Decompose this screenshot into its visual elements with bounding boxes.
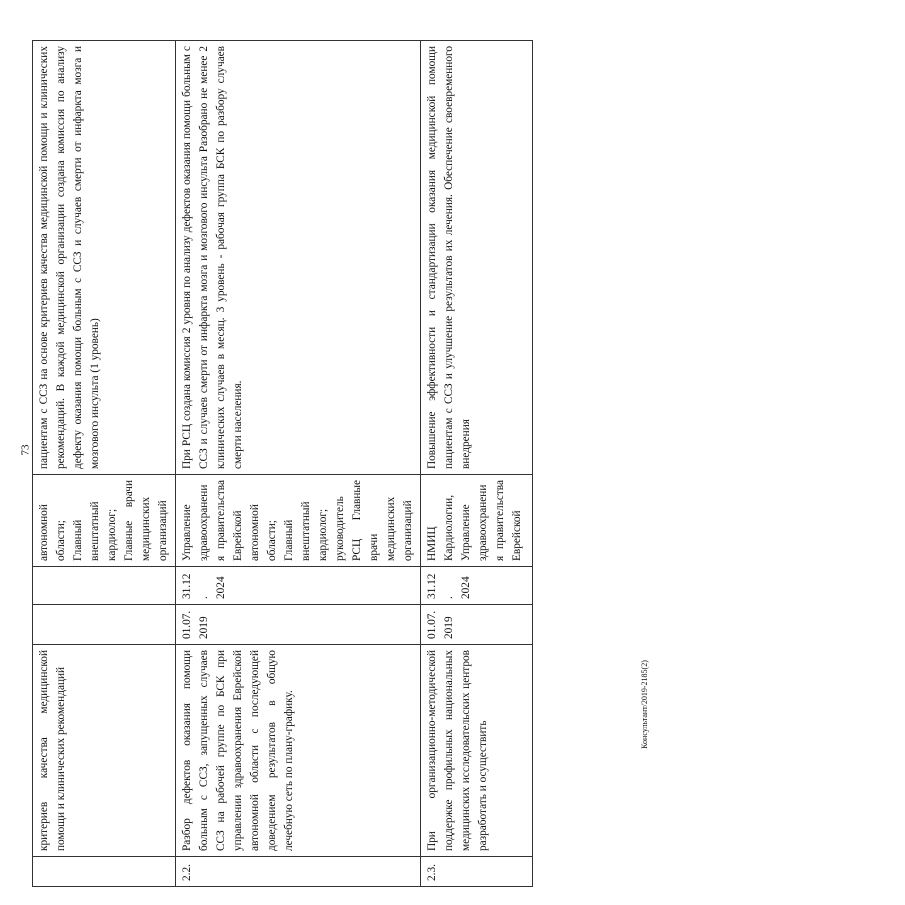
measure-name: При организационно-методической поддержке профильных национальных медицинских исследовательских центров разработать и осуществить bbox=[421, 645, 533, 857]
row-number: 2.2. bbox=[176, 857, 421, 887]
start-date: 01.07. 2019 bbox=[421, 605, 533, 645]
document-reference: Консультант/2019-2185(2) bbox=[639, 660, 649, 749]
row-number: 2.3. bbox=[421, 857, 533, 887]
measure-name: критериев качества медицинской помощи и клинических рекомендаций bbox=[33, 645, 176, 857]
table-row bbox=[176, 41, 421, 887]
responsible: автономной области; Главный внештатный кардиолог; Главные врачи медицинских организаций bbox=[33, 475, 176, 567]
table-row bbox=[33, 41, 176, 887]
start-date: 01.07. 2019 bbox=[176, 605, 421, 645]
result: Повышение эффективности и стандартизации оказания медицинской помощи пациентам с ССЗ и улучшение результатов их лечения. Обеспечение своевременного внедрения bbox=[421, 41, 533, 475]
row-number bbox=[33, 857, 176, 887]
table-row bbox=[421, 41, 533, 887]
result: пациентам с ССЗ на основе критериев качества медицинской помощи и клинических рекомендаций. В каждой медицинской организации создана комиссия по анализу дефекту оказания помощи больным с ССЗ и случаев смерти от инфаркта мозга и мозгового инсульта (1 уровень) bbox=[33, 41, 176, 475]
end-date: 31.12. 2024 bbox=[421, 567, 533, 605]
responsible: Управление здравоохранения правительства Еврейской автономной области; Главный внештатный кардиолог; руководитель РСЦ Главные врачи медицинских организаций bbox=[176, 475, 421, 567]
page-number: 73 bbox=[19, 444, 32, 456]
end-date bbox=[33, 567, 176, 605]
measures-table bbox=[32, 40, 533, 887]
start-date bbox=[33, 605, 176, 645]
measure-name: Разбор дефектов оказания помощи больным с ССЗ, запущенных случаев ССЗ на рабочей группе по БСК при управлении здравоохранения Еврейской автономной области с последующей доведением результатов в общую лечебную сеть по плану-графику. bbox=[176, 645, 421, 857]
responsible: НМИЦ Кардиологии, Управление здравоохранения правительства Еврейской bbox=[421, 475, 533, 567]
rotated-table-container bbox=[32, 40, 523, 887]
end-date: 31.12. 2024 bbox=[176, 567, 421, 605]
result: При РСЦ создана комиссия 2 уровня по анализу дефектов оказания помощи больным с ССЗ и случаев смерти от инфаркта мозга и мозгового инсульта Разобрано не менее 2 клинических случаев в месяц. 3 уровень - рабочая группа БСК по разбору случаев смерти населения. bbox=[176, 41, 421, 475]
